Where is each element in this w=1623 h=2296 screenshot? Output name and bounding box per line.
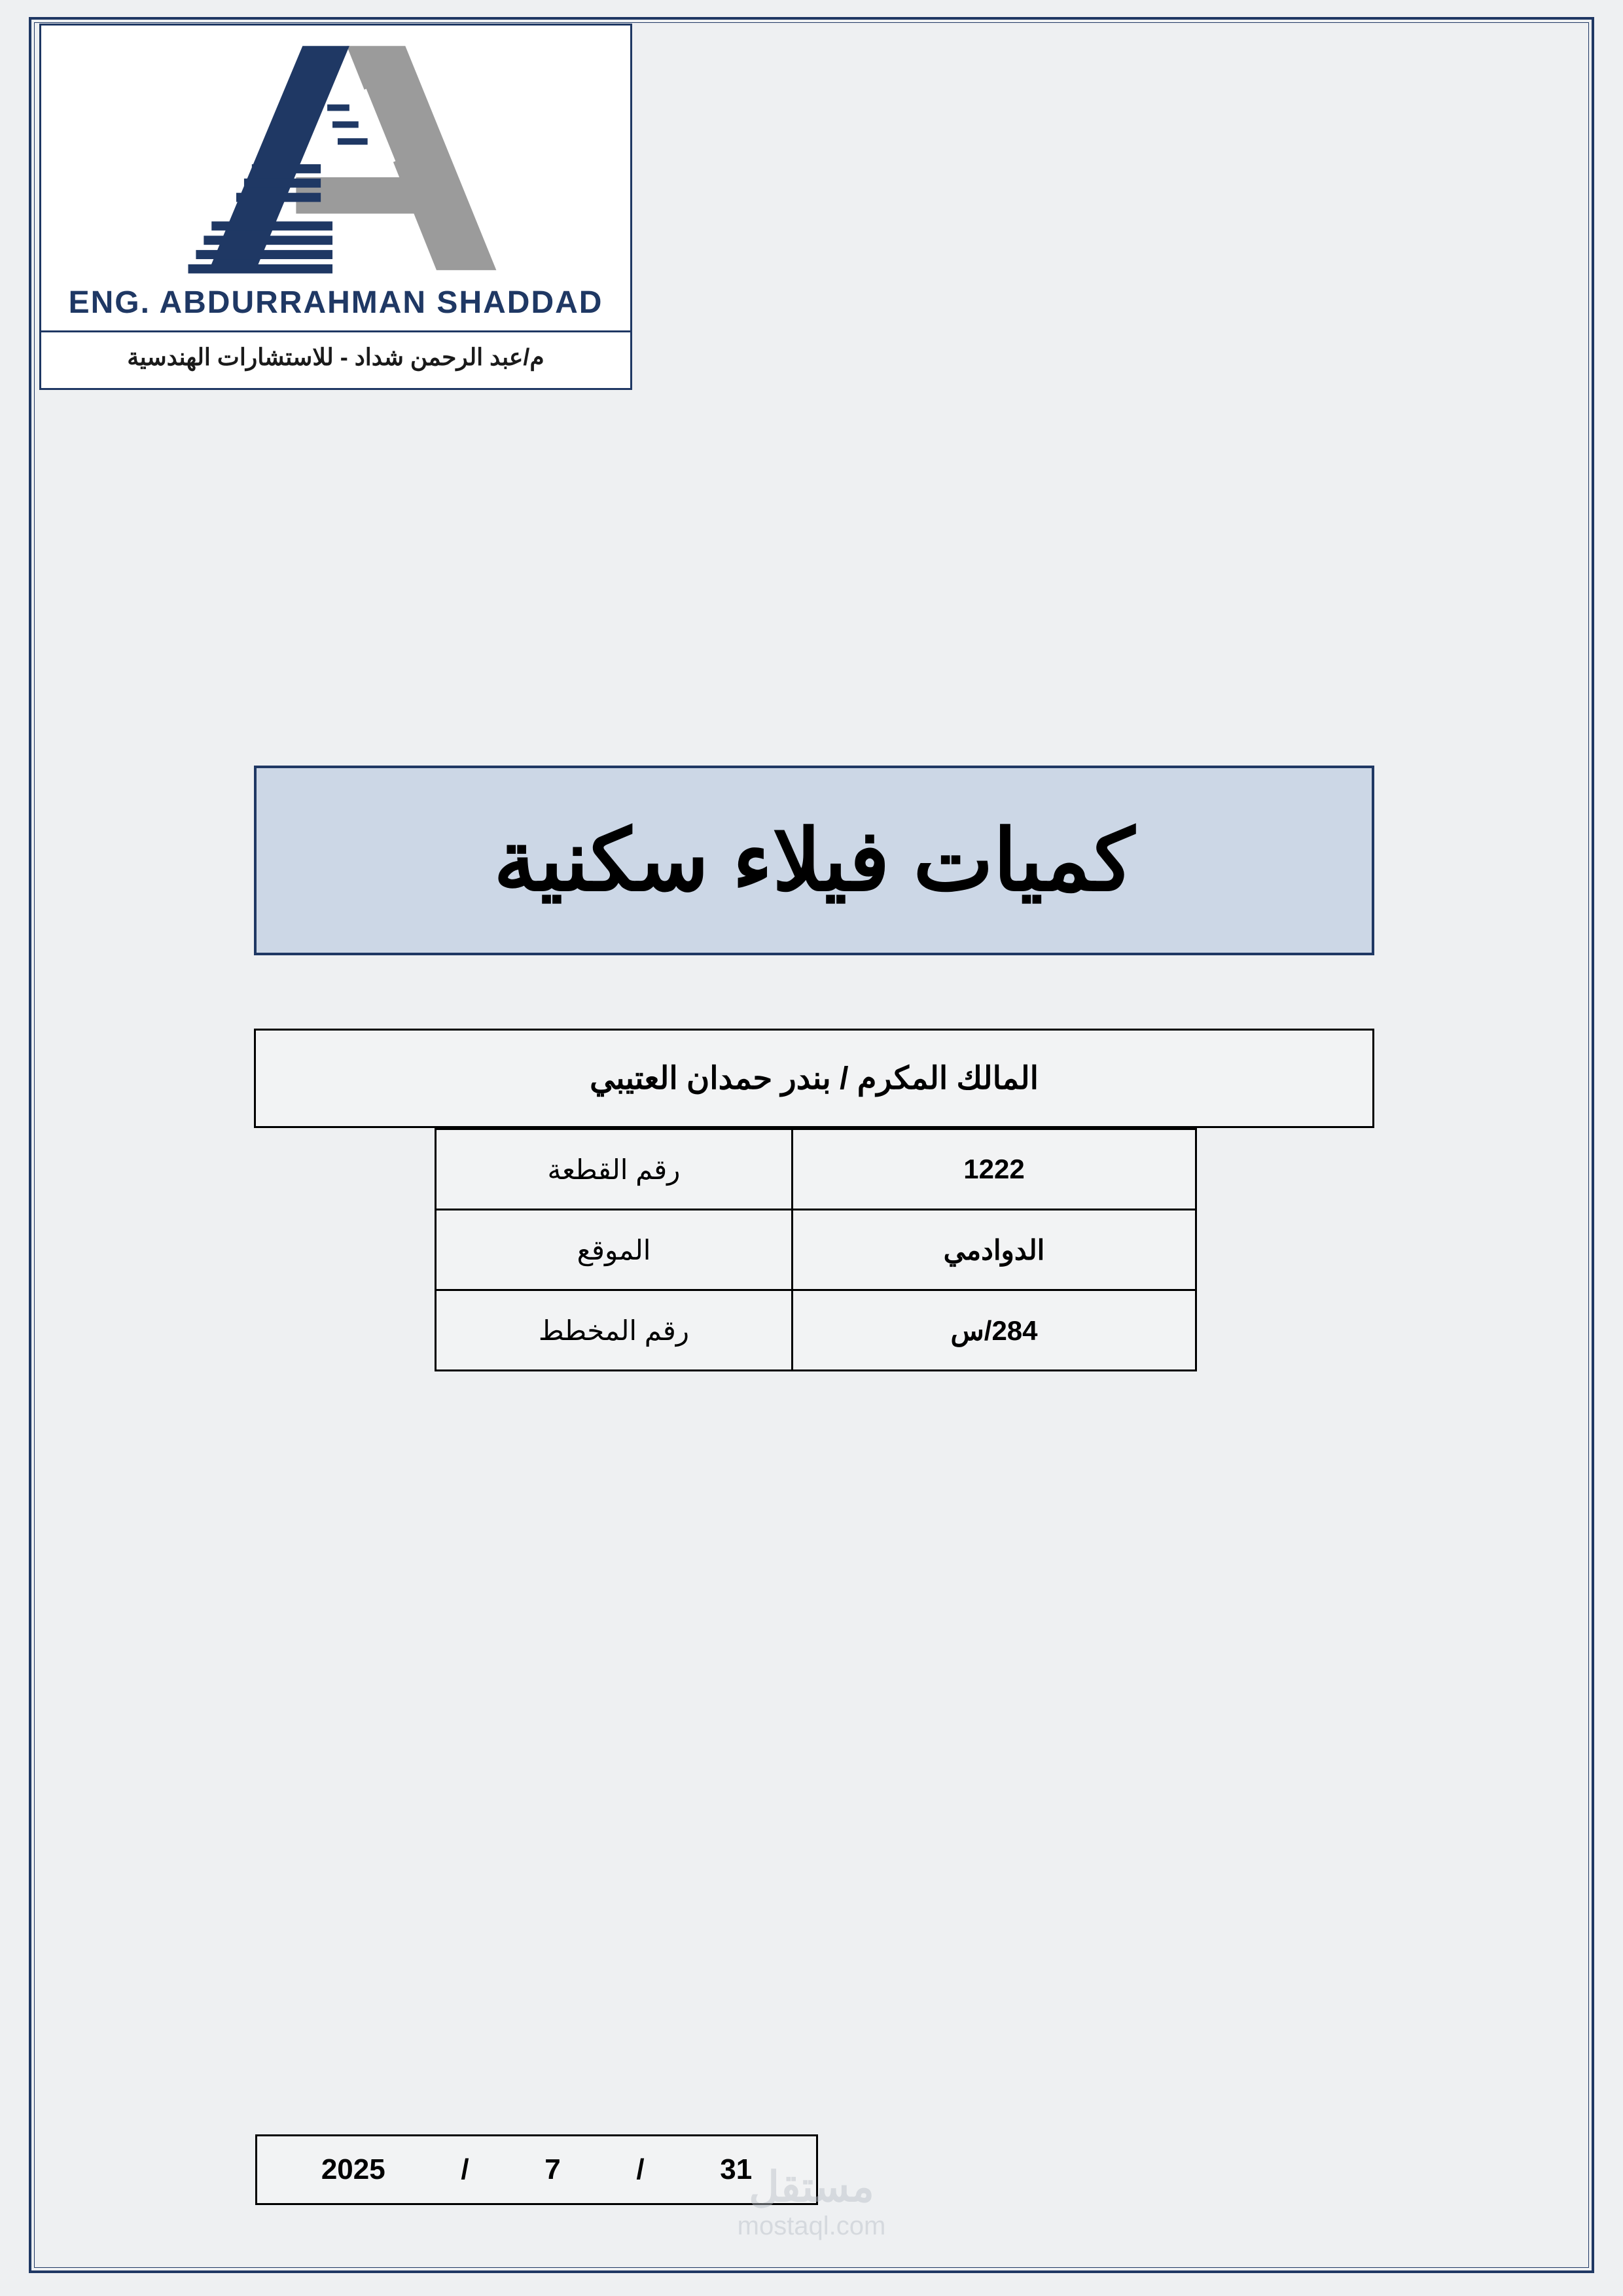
date-box [255,2134,818,2205]
table-row [436,1290,1196,1371]
date-separator-1: / [461,2153,469,2185]
location-label: الموقع [436,1210,793,1290]
location-value: الدوادمي [793,1210,1196,1290]
letter-a-logo [41,26,630,300]
owner-box [254,1029,1374,1128]
document-title-banner [254,766,1374,955]
logo-divider [41,330,630,332]
plan-number-value: 284/س [793,1290,1196,1371]
table-row [436,1210,1196,1290]
table-row [436,1129,1196,1210]
date-month: 7 [544,2153,561,2185]
plot-number-value: 1222 [793,1129,1196,1210]
project-info-table [435,1128,1197,1371]
owner-label: المالك المكرم / بندر حمدان العتيبي [590,1061,1039,1096]
plot-number-label: رقم القطعة [436,1129,793,1210]
watermark-english: mostaql.com [737,2212,886,2240]
letterhead-logo-box [39,24,632,390]
date-separator-2: / [636,2153,645,2185]
watermark-arabic: مستقل [749,2163,874,2210]
page-title: كميات فيلاء سكنية [493,812,1135,908]
logo-english-name: ENG. ABDURRAHMAN SHADDAD [68,285,603,320]
date-day: 31 [720,2153,753,2185]
date-year: 2025 [321,2153,385,2185]
plan-number-label: رقم المخطط [436,1290,793,1371]
logo-arabic-name: م/عبد الرحمن شداد - للاستشارات الهندسية [127,344,544,370]
